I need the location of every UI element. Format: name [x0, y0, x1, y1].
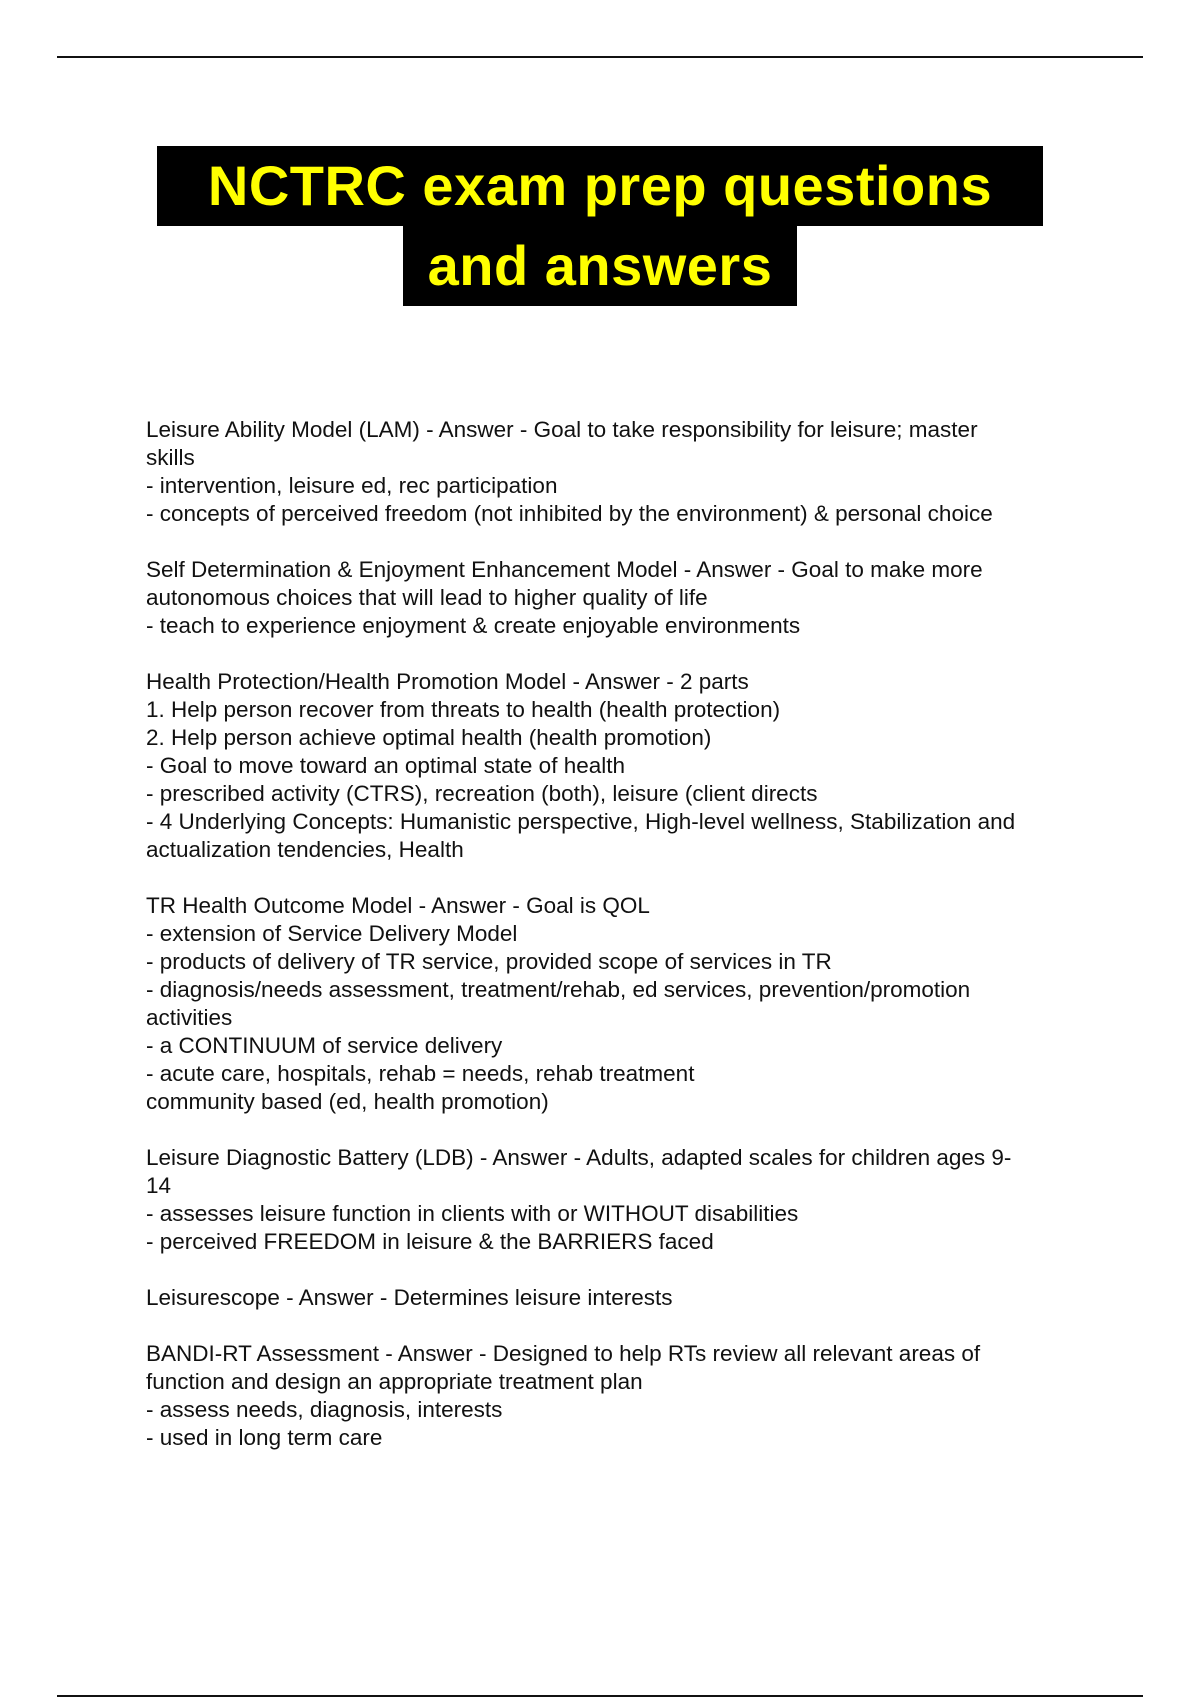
qa-line: - intervention, leisure ed, rec participation [146, 473, 558, 498]
qa-line: - 4 Underlying Concepts: Humanistic perspective, High-level wellness, Stabilization and [146, 809, 1016, 834]
qa-line: - concepts of perceived freedom (not inhibited by the environment) & personal choice [146, 501, 993, 526]
qa-line: activities [146, 1005, 233, 1030]
qa-line: function and design an appropriate treatment plan [146, 1369, 643, 1394]
qa-line: - assess needs, diagnosis, interests [146, 1397, 503, 1422]
qa-line: 1. Help person recover from threats to health (health protection) [146, 697, 781, 722]
qa-line: - a CONTINUUM of service delivery [146, 1033, 503, 1058]
qa-line: 14 [146, 1173, 172, 1198]
qa-line: - perceived FREEDOM in leisure & the BARRIERS faced [146, 1229, 714, 1254]
qa-entry-leisure-ability-model [146, 416, 1086, 528]
qa-line: - assesses leisure function in clients with or WITHOUT disabilities [146, 1201, 799, 1226]
qa-entry-tr-health-outcome-model [146, 892, 1086, 1116]
qa-line: - products of delivery of TR service, provided scope of services in TR [146, 949, 832, 974]
top-rule [57, 56, 1143, 58]
qa-line: Health Protection/Health Promotion Model - Answer - 2 parts [146, 669, 749, 694]
qa-line: - prescribed activity (CTRS), recreation (both), leisure (client directs [146, 781, 818, 806]
qa-entry-bandi-rt-assessment [146, 1340, 1086, 1452]
bottom-rule [57, 1695, 1143, 1697]
qa-entry-leisure-diagnostic-battery [146, 1144, 1086, 1256]
qa-line: - used in long term care [146, 1425, 383, 1450]
qa-line: TR Health Outcome Model - Answer - Goal is QOL [146, 893, 650, 918]
qa-line: autonomous choices that will lead to higher quality of life [146, 585, 708, 610]
qa-line: Leisurescope - Answer - Determines leisure interests [146, 1285, 673, 1310]
title-line-2: and answers [403, 226, 797, 306]
qa-line: community based (ed, health promotion) [146, 1089, 549, 1114]
qa-line: 2. Help person achieve optimal health (health promotion) [146, 725, 712, 750]
qa-line: skills [146, 445, 195, 470]
qa-content [146, 416, 1086, 1480]
qa-line: Leisure Diagnostic Battery (LDB) - Answer - Adults, adapted scales for children ages 9- [146, 1145, 1012, 1170]
title-line-1: NCTRC exam prep questions [157, 146, 1043, 226]
qa-line: - teach to experience enjoyment & create enjoyable environments [146, 613, 801, 638]
qa-line: Self Determination & Enjoyment Enhancement Model - Answer - Goal to make more [146, 557, 983, 582]
qa-entry-health-protection-model [146, 668, 1086, 864]
qa-entry-self-determination-model [146, 556, 1086, 640]
qa-line: BANDI-RT Assessment - Answer - Designed to help RTs review all relevant areas of [146, 1341, 981, 1366]
qa-entry-leisurescope [146, 1284, 1086, 1312]
qa-line: - Goal to move toward an optimal state of health [146, 753, 626, 778]
qa-line: Leisure Ability Model (LAM) - Answer - Goal to take responsibility for leisure; master [146, 417, 978, 442]
qa-line: - acute care, hospitals, rehab = needs, rehab treatment [146, 1061, 695, 1086]
qa-line: - extension of Service Delivery Model [146, 921, 518, 946]
qa-line: - diagnosis/needs assessment, treatment/rehab, ed services, prevention/promotion [146, 977, 971, 1002]
document-title [0, 146, 1200, 306]
qa-line: actualization tendencies, Health [146, 837, 464, 862]
